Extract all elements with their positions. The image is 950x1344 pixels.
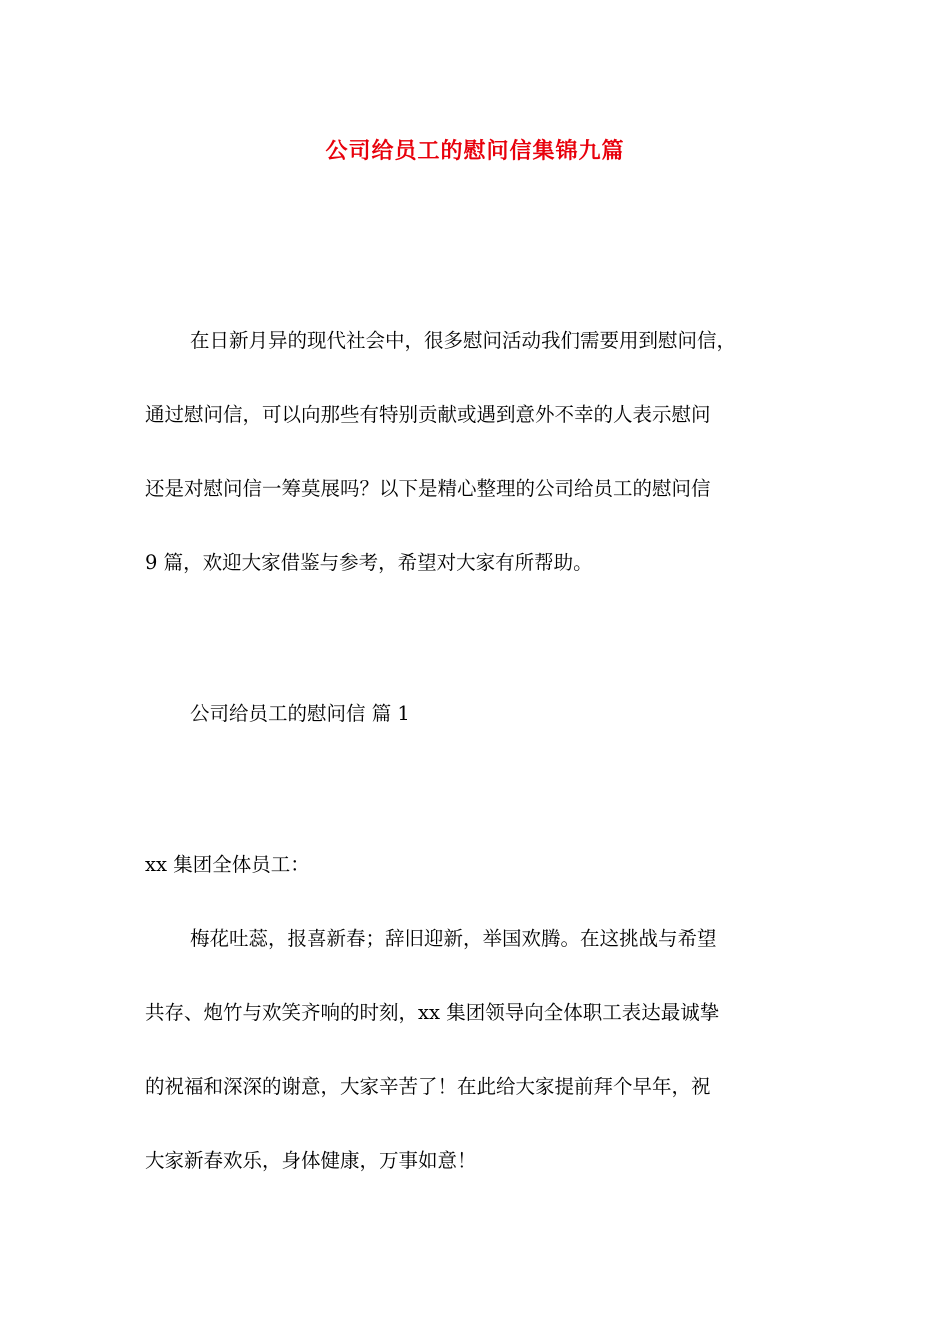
intro-line-2: 通过慰问信，可以向那些有特别贡献或遇到意外不幸的人表示慰问 (145, 403, 711, 426)
document-title: 公司给员工的慰问信集锦九篇 (325, 139, 625, 164)
intro-line-4: 9 篇，欢迎大家借鉴与参考，希望对大家有所帮助。 (145, 551, 593, 574)
body-line-2: 共存、炮竹与欢笑齐响的时刻，xx 集团领导向全体职工表达最诚挚 (145, 1001, 720, 1024)
body-line-1: 梅花吐蕊，报喜新春；辞旧迎新，举国欢腾。在这挑战与希望 (190, 927, 717, 950)
intro-line-3: 还是对慰问信一筹莫展吗？以下是精心整理的公司给员工的慰问信 (145, 477, 711, 500)
section-heading: 公司给员工的慰问信 篇 1 (190, 702, 410, 725)
salutation: xx 集团全体员工： (145, 853, 310, 876)
body-line-4: 大家新春欢乐，身体健康，万事如意！ (145, 1149, 477, 1172)
intro-line-1: 在日新月异的现代社会中，很多慰问活动我们需要用到慰问信， (190, 329, 737, 352)
body-line-3: 的祝福和深深的谢意，大家辛苦了！在此给大家提前拜个早年，祝 (145, 1075, 711, 1098)
